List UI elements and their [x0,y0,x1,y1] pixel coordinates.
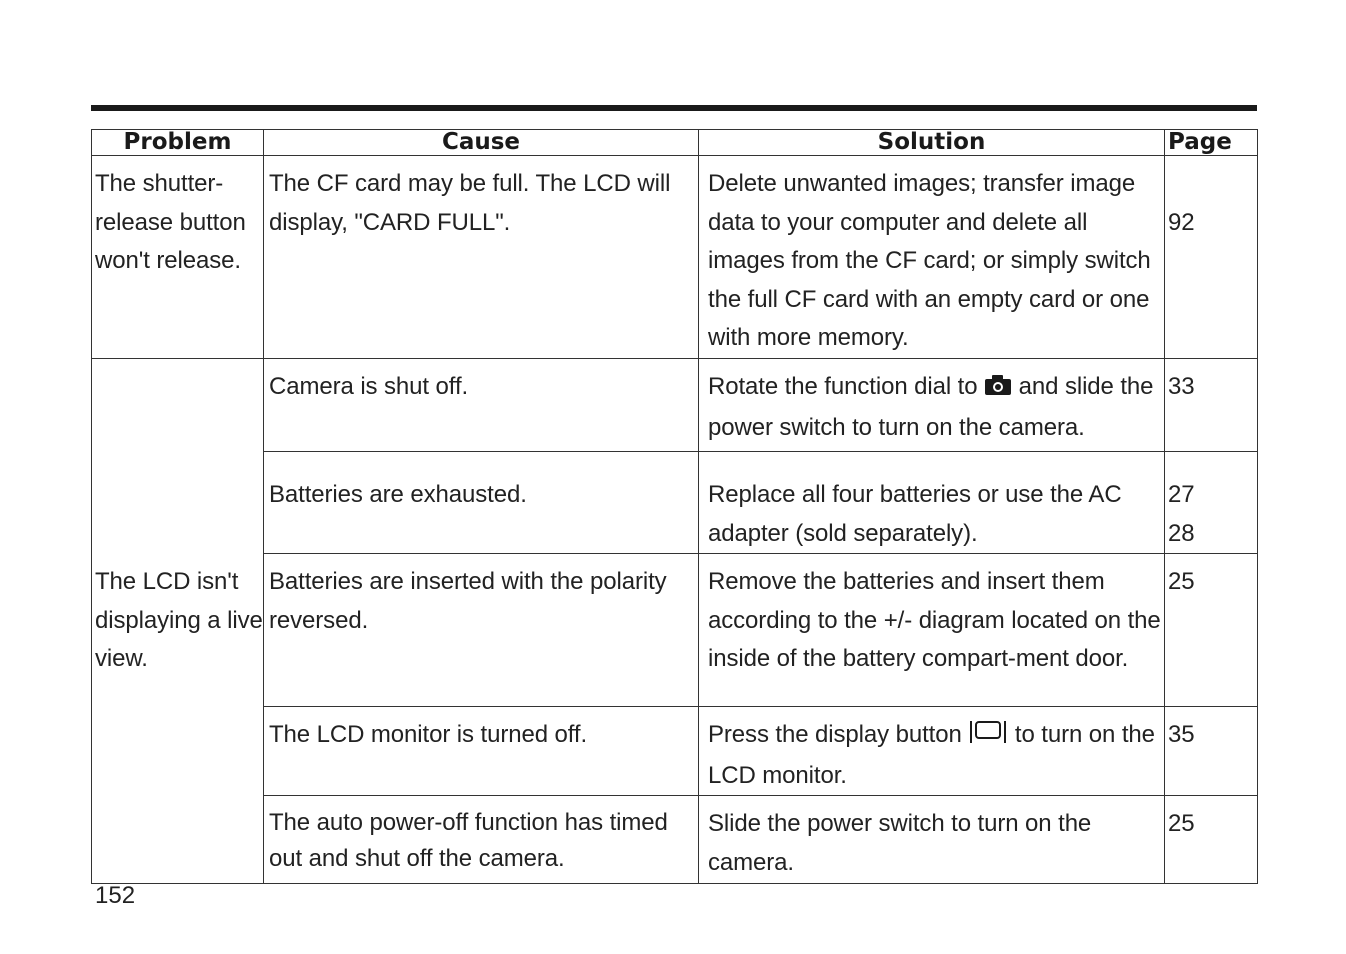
top-rule [91,105,1257,111]
solution-text: Replace all four batteries or use the AC adapter (sold separately). [708,480,1122,547]
cause-cell [264,358,699,451]
cause-text: The LCD monitor is turned off. [269,721,588,749]
solution-cell [699,358,1165,451]
header-page: Page [1165,130,1258,156]
cause-cell [264,554,699,707]
page-ref: 25 [1168,568,1195,596]
page-number: 152 [95,882,136,909]
header-row [92,130,1258,156]
page-ref [1165,156,1257,242]
solution-text: Press the display button to turn on the LCD monitor. [699,707,1164,795]
divider [263,864,264,883]
problem-text: The shutter-release button won't release. [95,170,246,275]
cause-text: The CF card may be full. The LCD will display, "CARD FULL". [269,170,671,236]
solution-cell [699,707,1165,796]
page-ref-value: 92 [1168,208,1195,236]
table-row [92,707,1258,796]
solution-text: Slide the power switch to turn on the camera. [708,810,1092,876]
header-solution: Solution [699,130,1165,156]
solution-cell [699,554,1165,707]
table-row [92,156,1258,359]
solution-text: Rotate the function dial to and slide the power switch to turn on the camera. [699,359,1164,447]
display-button-icon [968,718,1008,757]
cause-cell [264,451,699,553]
page-cell [1165,451,1258,553]
page-ref: 27 28 [1168,480,1195,547]
table-row [92,451,1258,553]
problem-cell [92,358,264,883]
cause-text: Batteries are inserted with the polarity reversed. [269,568,667,634]
page-cell [1165,156,1258,359]
cause-cell [264,796,699,884]
table-row [92,796,1258,884]
cause-text: Batteries are exhausted. [269,480,527,508]
solution-cell [699,156,1165,359]
page-ref: 33 [1168,372,1195,400]
cause-cell [264,156,699,359]
table-row [92,554,1258,707]
problem-text: The LCD isn't displaying a live view. [95,568,263,673]
header-problem: Problem [92,130,264,156]
solution-cell [699,451,1165,553]
table-row [92,358,1258,451]
page-cell [1165,796,1258,884]
solution-text: Remove the batteries and insert them according to the +/- diagram located on the inside of the battery compart-ment door. [708,568,1161,673]
cause-text: Camera is shut off. [269,372,469,400]
cause-cell [264,707,699,796]
solution-text: Delete unwanted images; transfer image data to your computer and delete all images from the CF card; or simply switch the full CF card with an empty card or one with more memory. [708,170,1151,352]
problem-cell [92,156,264,359]
page-ref: 35 [1168,721,1195,749]
header-cause: Cause [264,130,699,156]
solution-cell [699,796,1165,884]
page-cell [1165,554,1258,707]
page-cell [1165,707,1258,796]
troubleshooting-table [91,129,1258,884]
page-ref: 25 [1168,810,1195,838]
cause-text: The auto power-off function has timed out and shut off the camera. [269,809,668,873]
camera-icon [984,370,1012,409]
page-cell [1165,358,1258,451]
